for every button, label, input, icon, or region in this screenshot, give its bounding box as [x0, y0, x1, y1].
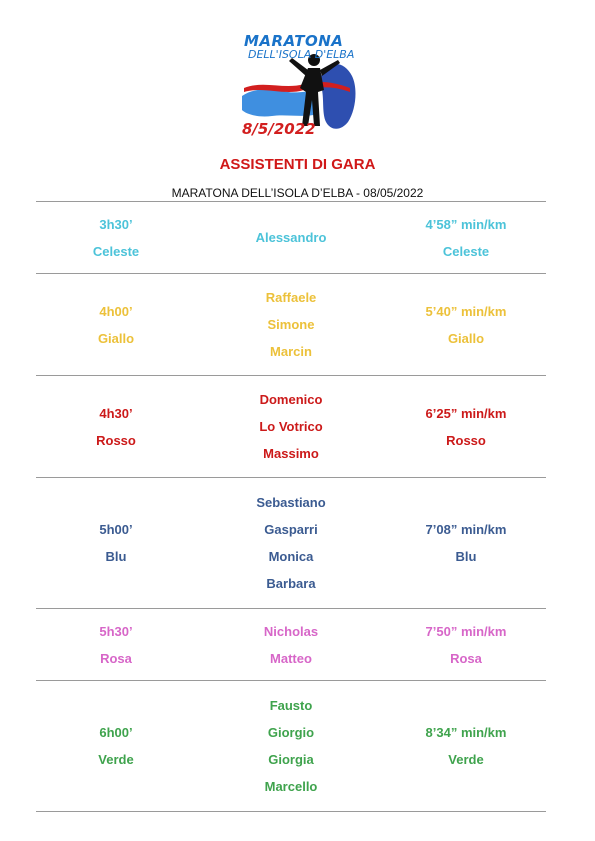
finish-time: 4h00’ [99, 303, 133, 319]
color-label: Blu [105, 549, 127, 564]
pacer-name: Fausto [269, 698, 313, 713]
pacer-name: Matteo [270, 650, 312, 666]
pacers-table [36, 201, 546, 812]
time-cell [36, 624, 196, 666]
color-label: Celeste [92, 243, 140, 259]
color-label: Rosa [100, 650, 132, 666]
finish-time: 5h00’ [99, 522, 133, 537]
names-cell [196, 392, 386, 461]
color-label: Verde [98, 752, 134, 767]
pacer-name: Marcello [264, 779, 318, 794]
pacer-name: Lo Votrico [259, 419, 323, 434]
pace-cell [386, 406, 546, 448]
pace-cell [386, 624, 546, 666]
color-label: Giallo [97, 330, 135, 346]
pace-color-label: Giallo [447, 330, 485, 346]
finish-time: 5h30’ [99, 623, 133, 639]
names-cell [196, 290, 386, 359]
logo-title: MARATONA [244, 32, 344, 50]
pace-value: 7’08” min/km [425, 522, 507, 537]
pacer-name: Nicholas [263, 623, 319, 639]
color-label: Rosso [96, 432, 136, 448]
pacer-name: Massimo [263, 446, 319, 461]
pacer-name: Sebastiano [256, 495, 326, 510]
table-row [36, 681, 546, 812]
pace-value: 5’40” min/km [425, 303, 507, 319]
pacer-name: Domenico [259, 392, 323, 407]
pacer-name: Simone [267, 317, 315, 332]
finish-time: 4h30’ [99, 405, 133, 421]
pace-value: 7’50” min/km [425, 623, 507, 639]
pace-cell [386, 725, 546, 767]
time-cell [36, 406, 196, 448]
pace-color-label: Rosa [450, 650, 482, 666]
pacer-name: Raffaele [265, 290, 317, 305]
pace-value: 8’34” min/km [425, 725, 507, 740]
pacer-name: Giorgio [267, 725, 315, 740]
pace-value: 4’58” min/km [425, 216, 507, 232]
finish-time: 3h30’ [99, 216, 133, 232]
event-subtitle: MARATONA DELL’ISOLA D’ELBA - 08/05/2022 [171, 186, 424, 200]
logo-subtitle: DELL'ISOLA D'ELBA [248, 48, 355, 61]
pacer-name: Gasparri [264, 522, 318, 537]
marathon-logo [234, 30, 364, 142]
time-cell [36, 522, 196, 564]
pacer-name: Marcin [270, 344, 312, 359]
names-cell [196, 495, 386, 591]
pacer-name: Monica [268, 549, 314, 564]
pace-cell [386, 217, 546, 259]
names-cell [196, 698, 386, 794]
table-row [36, 478, 546, 609]
pacer-name: Alessandro [255, 230, 327, 245]
pace-color-label: Verde [448, 752, 484, 767]
pace-cell [386, 304, 546, 346]
table-row [36, 609, 546, 681]
names-cell [196, 230, 386, 245]
pacer-name: Giorgia [268, 752, 314, 767]
table-row [36, 376, 546, 478]
time-cell [36, 217, 196, 259]
names-cell [196, 624, 386, 666]
page-title: ASSISTENTI DI GARA [219, 156, 376, 173]
pace-value: 6’25” min/km [425, 405, 507, 421]
finish-time: 6h00’ [99, 725, 133, 740]
pace-color-label: Rosso [446, 432, 486, 448]
table-row [36, 202, 546, 274]
logo-date: 8/5/2022 [242, 120, 316, 138]
pace-color-label: Celeste [442, 243, 490, 259]
pacer-name: Barbara [266, 576, 316, 591]
time-cell [36, 304, 196, 346]
table-row [36, 274, 546, 376]
pace-cell [386, 522, 546, 564]
time-cell [36, 725, 196, 767]
pace-color-label: Blu [455, 549, 477, 564]
